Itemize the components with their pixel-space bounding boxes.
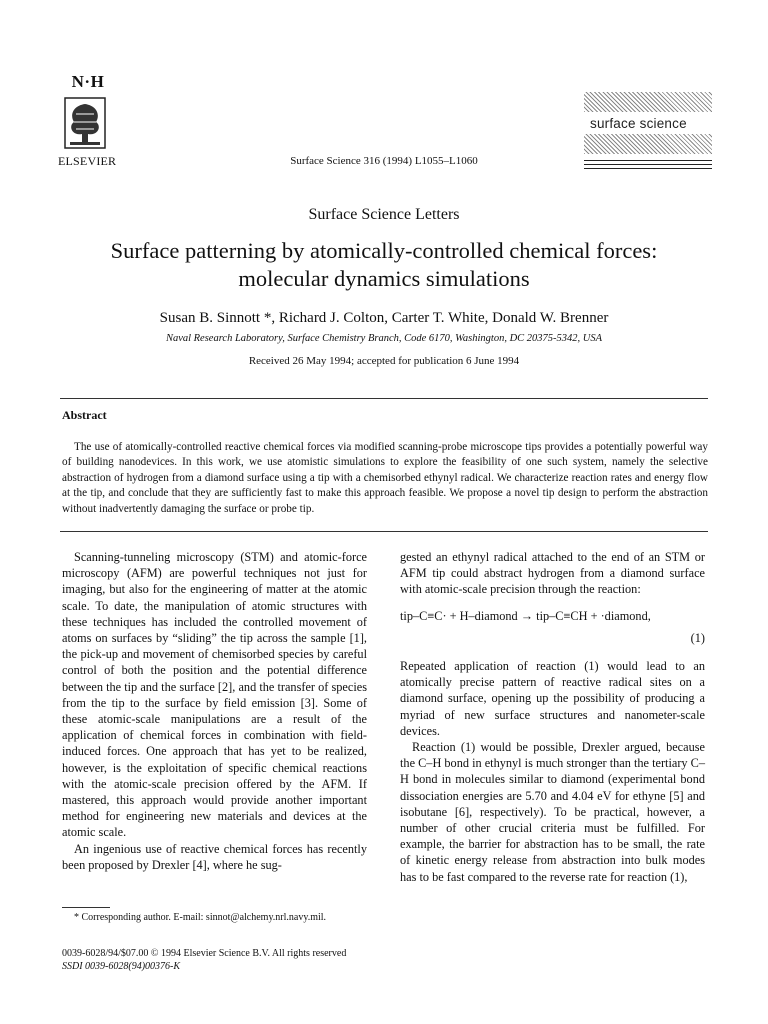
- paragraph: Repeated application of reaction (1) would lead to an atomically precise pattern of reactive radical sites on a diamond surface, opening up the possibility of producing a myriad of new surface structures and nanometer-scale devices.: [400, 659, 705, 738]
- paragraph: An ingenious use of reactive chemical forces has recently been proposed by Drexler [4], where he sug-: [62, 841, 367, 872]
- journal-logo: [584, 92, 712, 154]
- paragraph: Reaction (1) would be possible, Drexler argued, because the C–H bond in ethynyl is much stronger than the tertiary C–H bond in molecules similar to diamond (experimental bond dissociation energies are 5.70 and 4.04 eV for ethyne [5] and isobutane [6], respectively). To be practical, however, a number of other crucial criteria must be fulfilled. For example, the barrier for abstraction has to be small, the rate of kinetic energy release from abstraction into bulk modes has to be fast compared to the reverse rate for reaction (1),: [400, 740, 705, 884]
- paragraph: Scanning-tunneling microscopy (STM) and atomic-force microscopy (AFM) are powerful techniques not just for imaging, but also for the engineering of matter at the atomic scale. To date, the manipulation of atomic structures with these techniques has included the controlled movement of atoms on surfaces by “sliding” the tip across the sample [1], the pick-up and movement of chemisorbed species by careful control of both the position and the potential difference between the tip and the surface [2], and the transfer of species from the tip to the surface by field emission [3]. Some of these atomic-scale manipulations are a result of the application of chemical forces in combination with field-induced forces. One approach that has yet to be realized, however, is the exploitation of specific chemical reactions with the atomic-scale precision offered by the AFM. If mastered, this approach would provide another important method for engineering new materials and devices at the atomic scale.: [62, 550, 367, 840]
- author-list: Susan B. Sinnott *, Richard J. Colton, Carter T. White, Donald W. Brenner: [159, 310, 609, 326]
- logo-rule: [584, 160, 712, 161]
- abstract-text: The use of atomically-controlled reactive chemical forces via modified scanning-probe microscope tips provides a potentially powerful way of building nanodevices. In this work, we use atomistic simulations to explore the feasibility of one such system, namely the selective abstraction of hydrogen from a diamond surface using a tip with a chemisorbed ethynyl radical. We characterize reaction rates and energy flow at the tip, and conclude that they are sufficiently fast to make this approach feasible. We propose a novel tip design to perform the abstraction without inadvertently damaging the surface or probe tip.: [62, 441, 708, 515]
- footnote-rule: [62, 907, 110, 908]
- publisher-monogram: N·H: [71, 72, 105, 91]
- article-title: [60, 237, 708, 293]
- journal-logo-text: surface science: [590, 116, 687, 131]
- elsevier-tree-icon: [62, 96, 108, 150]
- copyright: [62, 947, 346, 973]
- logo-hatch-bottom: [584, 134, 712, 154]
- abstract-heading: Abstract: [62, 408, 107, 422]
- right-column: [400, 549, 705, 885]
- section-heading: Surface Science Letters: [308, 206, 460, 223]
- paragraph: gested an ethynyl radical attached to the end of an STM or AFM tip could abstract hydrogen from a diamond surface with atomic-scale precision through the reaction:: [400, 550, 705, 597]
- logo-rule: [584, 168, 712, 169]
- copyright-line: 0039-6028/94/$07.00 © 1994 Elsevier Science B.V. All rights reserved: [62, 948, 347, 959]
- logo-rule: [584, 164, 712, 165]
- title-line: Surface patterning by atomically-controlled chemical forces:: [110, 238, 658, 263]
- footnote: * Corresponding author. E-mail: sinnot@alchemy.nrl.navy.mil.: [74, 912, 327, 923]
- divider: [60, 398, 708, 399]
- publisher-name: ELSEVIER: [58, 154, 117, 168]
- ssdi-line: SSDI 0039-6028(94)00376-K: [62, 961, 181, 972]
- equation-number: (1): [690, 630, 705, 645]
- received-dates: Received 26 May 1994; accepted for publication 6 June 1994: [248, 355, 520, 367]
- title-line: molecular dynamics simulations: [238, 266, 530, 291]
- logo-hatch-top: [584, 92, 712, 112]
- divider: [60, 531, 708, 532]
- affiliation: Naval Research Laboratory, Surface Chemistry Branch, Code 6170, Washington, DC 20375-5342, USA: [165, 333, 603, 344]
- left-column: [62, 549, 367, 873]
- reaction-equation: tip–C≡C· + H–diamond → tip–C≡CH + ·diamond,: [400, 608, 651, 623]
- journal-reference: Surface Science 316 (1994) L1055–L1060: [290, 155, 478, 167]
